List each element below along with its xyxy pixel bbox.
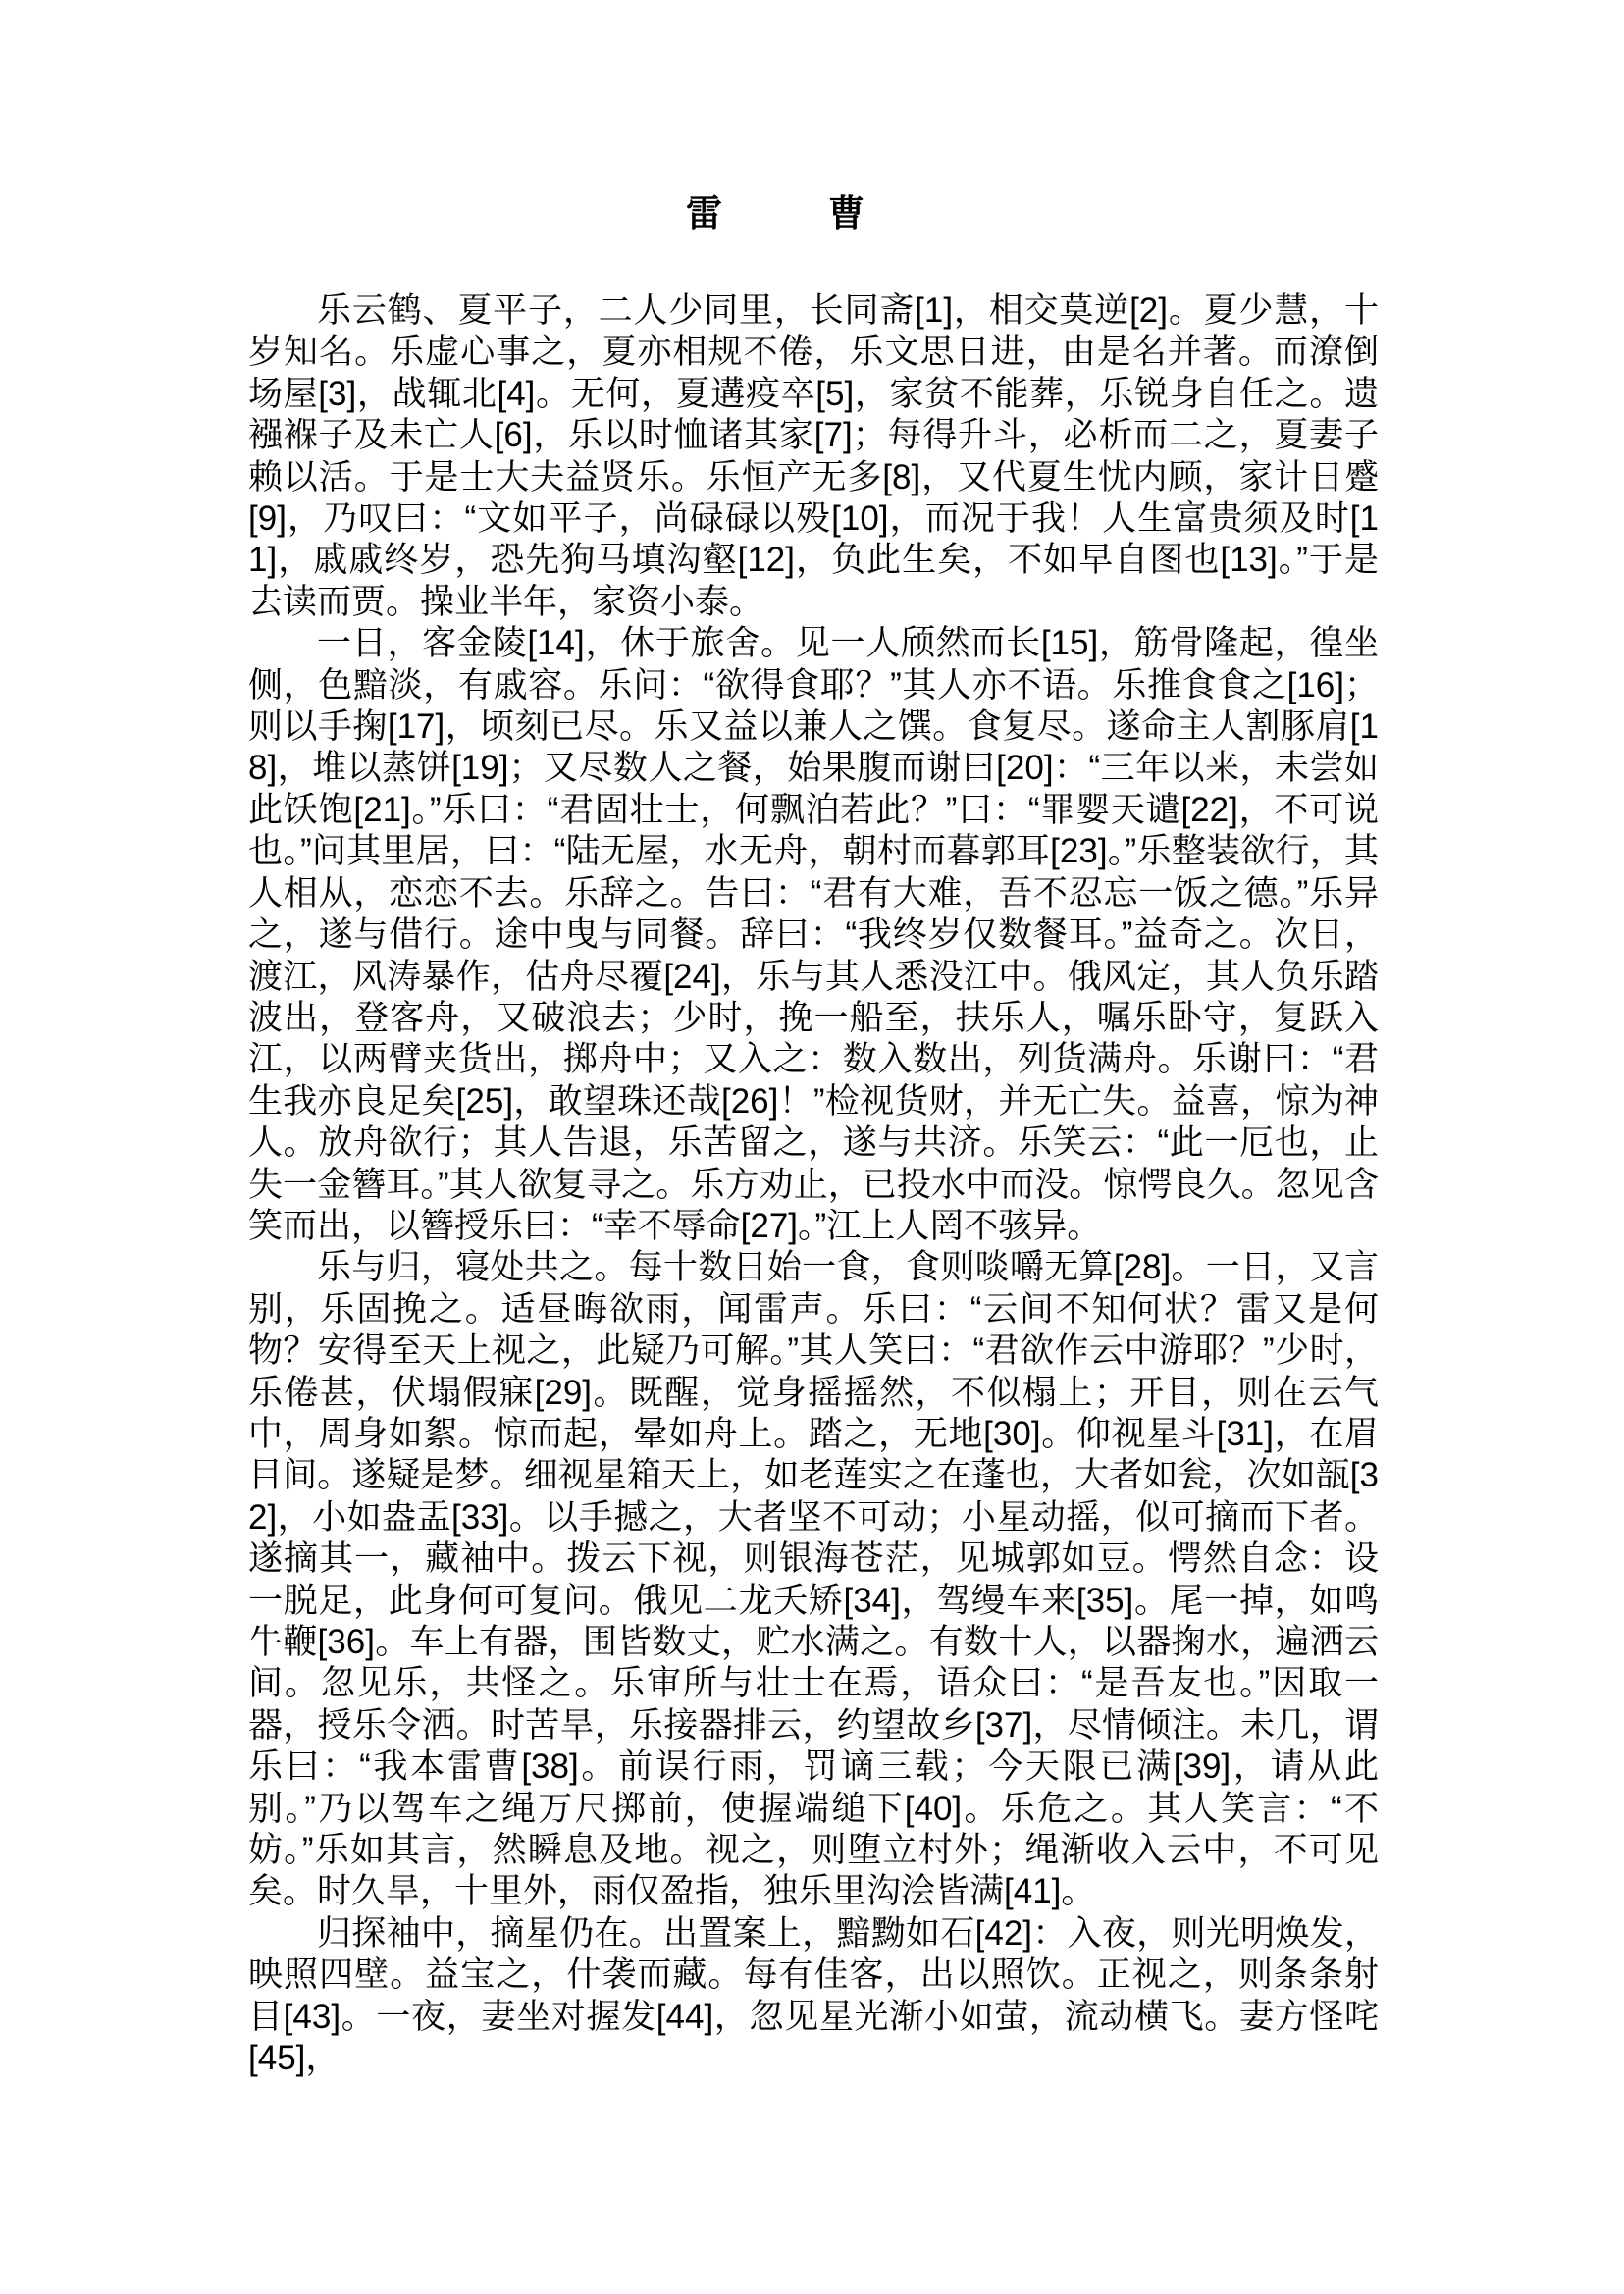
paragraph-4: 归探袖中，摘星仍在。出置案上，黯黝如石[42]：入夜，则光明焕发，映照四壁。益宝之，什袭而藏。每有佳客，出以照饮。正视之，则条条射目[43]。一夜，妻坐对握发[44]，忽见星光渐小如萤，流动横飞。妻方怪咤[45]， <box>248 1913 1379 2078</box>
paragraph-1: 乐云鹤、夏平子，二人少同里，长同斋[1]，相交莫逆[2]。夏少慧，十岁知名。乐虚心事之，夏亦相规不倦，乐文思日进，由是名并著。而潦倒场屋[3]，战辄北[4]。无何，夏遘疫卒[5]，家贫不能葬，乐锐身自任之。遗襁褓子及未亡人[6]，乐以时恤诸其家[7]；每得升斗，必析而二之，夏妻子赖以活。于是士大夫益贤乐。乐恒产无多[8]，又代夏生忧内顾，家计日蹙[9]，乃叹曰：“文如平子，尚碌碌以殁[10]，而况于我！人生富贵须及时[11]，戚戚终岁，恐先狗马填沟壑[12]，负此生矣，不如早自图也[13]。”于是去读而贾。操业半年，家资小泰。 <box>248 291 1379 621</box>
paragraph-2: 一日，客金陵[14]，休于旅舍。见一人颀然而长[15]，筋骨隆起，徨坐侧，色黯淡，有戚容。乐问：“欲得食耶？”其人亦不语。乐推食食之[16]；则以手掬[17]，顷刻已尽。乐又益以兼人之馔。食复尽。遂命主人割豚肩[18]，堆以蒸饼[19]；又尽数人之餐，始果腹而谢曰[20]：“三年以来，未尝如此饫饱[21]。”乐曰：“君固壮士，何飘泊若此？”曰：“罪婴天谴[22]，不可说也。”问其里居，曰：“陆无屋，水无舟，朝村而暮郭耳[23]。”乐整装欲行，其人相从，恋恋不去。乐辞之。告曰：“君有大难，吾不忍忘一饭之德。”乐异之，遂与借行。途中曳与同餐。辞曰：“我终岁仅数餐耳。”益奇之。次日，渡江，风涛暴作，估舟尽覆[24]，乐与其人悉没江中。俄风定，其人负乐踏波出，登客舟，又破浪去；少时，挽一船至，扶乐人，嘱乐卧守，复跃入江，以两臂夹货出，掷舟中；又入之：数入数出，列货满舟。乐谢曰：“君生我亦良足矣[25]，敢望珠还哉[26]！”检视货财，并无亡失。益喜，惊为神人。放舟欲行；其人告退，乐苦留之，遂与共济。乐笑云：“此一厄也，止失一金簪耳。”其人欲复寻之。乐方劝止，已投水中而没。惊愕良久。忽见含笑而出，以簪授乐曰：“幸不辱命[27]。”江上人罔不骇异。 <box>248 624 1379 1245</box>
page-title <box>210 192 1340 235</box>
document-body <box>248 290 1379 2079</box>
paragraph-3: 乐与归，寝处共之。每十数日始一食，食则啖嚼无算[28]。一日，又言别，乐固挽之。适昼晦欲雨，闻雷声。乐曰：“云间不知何状？雷又是何物？安得至天上视之，此疑乃可解。”其人笑曰：“君欲作云中游耶？”少时，乐倦甚，伏塌假寐[29]。既醒，觉身摇摇然，不似榻上；开目，则在云气中，周身如絮。惊而起，晕如舟上。踏之，无地[30]。仰视星斗[31]，在眉目间。遂疑是梦。细视星箱天上，如老莲实之在蓬也，大者如瓮，次如瓿[32]，小如盎盂[33]。以手撼之，大者坚不可动；小星动摇，似可摘而下者。遂摘其一，藏袖中。拨云下视，则银海苍茫，见城郭如豆。愕然自念：设一脱足，此身何可复问。俄见二龙夭矫[34]，驾缦车来[35]。尾一掉，如鸣牛鞭[36]。车上有器，围皆数丈，贮水满之。有数十人，以器掬水，遍洒云间。忽见乐，共怪之。乐审所与壮士在焉，语众曰：“是吾友也。”因取一器，授乐令洒。时苦旱，乐接器排云，约望故乡[37]，尽情倾注。未几，谓乐曰：“我本雷曹[38]。前误行雨，罚谪三载；今天限已满[39]，请从此别。”乃以驾车之绳万尺掷前，使握端缒下[40]。乐危之。其人笑言：“不妨。”乐如其言，然瞬息及地。视之，则堕立村外；绳渐收入云中，不可见矣。时久旱，十里外，雨仅盈指，独乐里沟浍皆满[41]。 <box>248 1248 1379 1911</box>
title-char-2: 曹 <box>828 193 864 234</box>
title-char-1: 雷 <box>686 193 722 234</box>
